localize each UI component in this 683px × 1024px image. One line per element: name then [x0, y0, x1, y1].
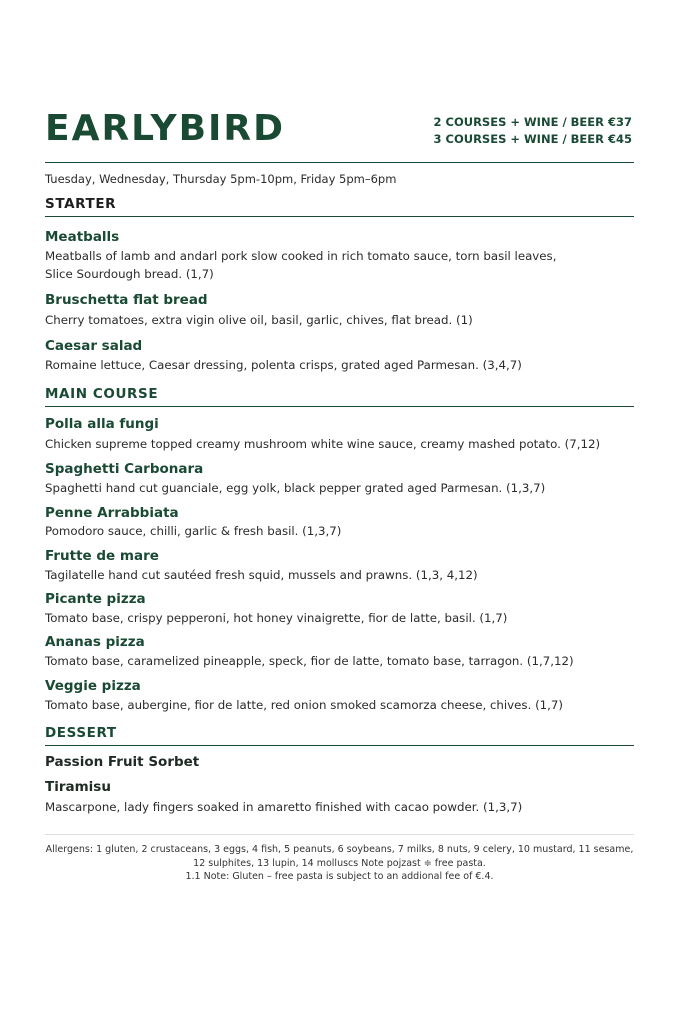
item-description: Pomodoro sauce, chilli, garlic & fresh basil. (1,3,7) — [45, 524, 342, 538]
footer-divider — [45, 834, 634, 835]
item-description: Spaghetti hand cut guanciale, egg yolk, black pepper grated aged Parmesan. (1,3,7) — [45, 481, 546, 495]
section-heading-main-course: MAIN COURSE — [45, 386, 159, 402]
section-heading-starter: STARTER — [45, 196, 117, 212]
section-heading-dessert: DESSERT — [45, 725, 117, 741]
section-divider — [45, 406, 634, 407]
item-description: Chicken supreme topped creamy mushroom white wine sauce, creamy mashed potato. (7,12) — [45, 437, 601, 451]
item-name: Meatballs — [45, 229, 120, 245]
item-name: Polla alla fungi — [45, 416, 159, 432]
item-description: Romaine lettuce, Caesar dressing, polenta crisps, grated aged Parmesan. (3,4,7) — [45, 358, 522, 372]
item-name: Frutte de mare — [45, 548, 159, 564]
price-block — [434, 114, 632, 148]
item-description: Cherry tomatoes, extra vigin olive oil, basil, garlic, chives, flat bread. (1) — [45, 313, 473, 327]
price-two-courses: 2 COURSES + WINE / BEER €37 — [433, 115, 632, 129]
item-name: Veggie pizza — [45, 678, 141, 694]
section-divider — [45, 745, 634, 746]
gluten-free-note: 1.1 Note: Gluten – free pasta is subject to an addional fee of €.4. — [185, 871, 494, 882]
item-description: Tomato base, caramelized pineapple, speck, fior de latte, tomato base, tarragon. (1,7,12) — [45, 654, 574, 668]
allergen-note: 12 sulphites, 13 lupin, 14 molluscs Note pojzast ≑ free pasta. — [193, 858, 486, 869]
item-name: Picante pizza — [45, 591, 146, 607]
item-description: Meatballs of lamb and andarl pork slow cooked in rich tomato sauce, torn basil leaves, — [45, 249, 557, 263]
item-description: Mascarpone, lady fingers soaked in amaretto finished with cacao powder. (1,3,7) — [45, 800, 523, 814]
opening-hours: Tuesday, Wednesday, Thursday 5pm-10pm, Friday 5pm–6pm — [45, 172, 397, 186]
item-description: Tomato base, aubergine, fior de latte, red onion smoked scamorza cheese, chives. (1,7) — [45, 698, 564, 712]
item-name: Bruschetta flat bread — [45, 292, 208, 308]
header-divider — [45, 162, 634, 163]
item-name: Passion Fruit Sorbet — [45, 754, 200, 770]
item-name: Tiramisu — [45, 779, 111, 795]
menu-title: EARLYBIRD — [45, 108, 286, 149]
price-three-courses: 3 COURSES + WINE / BEER €45 — [433, 132, 632, 146]
section-divider — [45, 216, 634, 217]
item-description: Slice Sourdough bread. (1,7) — [45, 267, 214, 281]
item-name: Ananas pizza — [45, 634, 145, 650]
allergen-note: Allergens: 1 gluten, 2 crustaceans, 3 eggs, 4 fish, 5 peanuts, 6 soybeans, 7 milks, 8 nuts, 9 celery, 10 mustard, 11 sesame, — [45, 844, 634, 855]
item-name: Spaghetti Carbonara — [45, 461, 204, 477]
item-description: Tomato base, crispy pepperoni, hot honey vinaigrette, fior de latte, basil. (1,7) — [45, 611, 508, 625]
item-name: Caesar salad — [45, 338, 143, 354]
item-name: Penne Arrabbiata — [45, 505, 179, 521]
item-description: Tagilatelle hand cut sautéed fresh squid, mussels and prawns. (1,3, 4,12) — [45, 568, 478, 582]
